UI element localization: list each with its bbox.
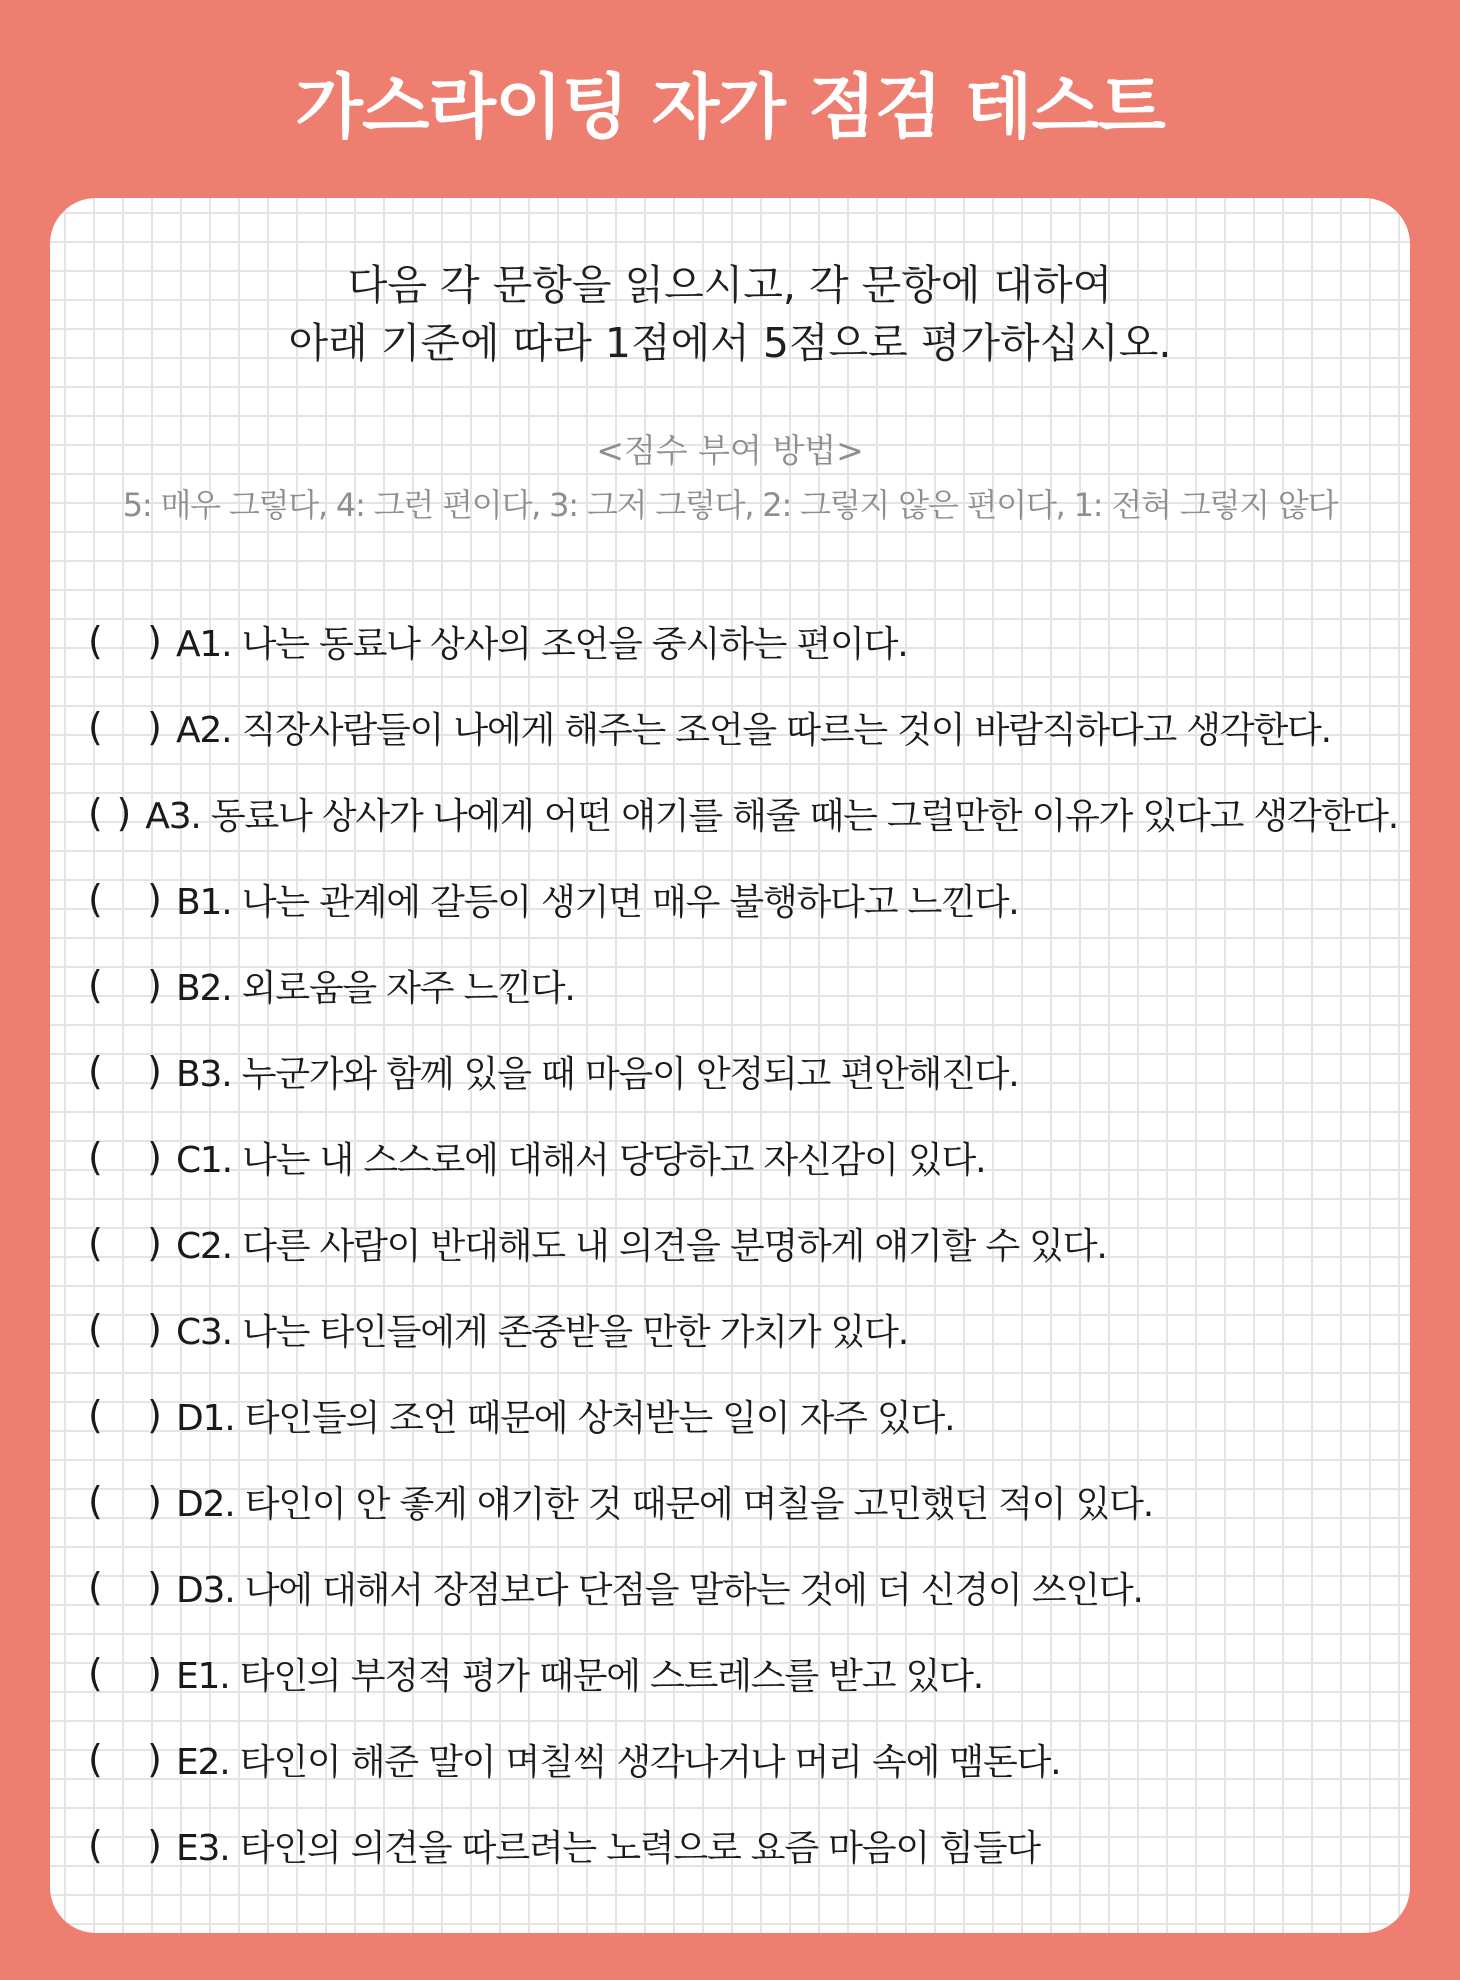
question-item (88, 770, 1398, 856)
paren-close: ) (147, 1135, 162, 1179)
paren-open: ( (88, 1135, 103, 1179)
score-blank[interactable] (88, 1221, 162, 1265)
scoring-description: 5: 매우 그렇다, 4: 그런 편이다, 3: 그저 그렇다, 2: 그렇지 않은 편이다, 1: 전혀 그렇지 않다 (122, 486, 1338, 524)
question-item (88, 1200, 1398, 1286)
question-item (88, 684, 1398, 770)
question-item (88, 1114, 1398, 1200)
question-text: B1. 나는 관계에 갈등이 생기면 매우 불행하다고 느낀다. (176, 881, 1019, 923)
question-text: A3. 동료나 상사가 나에게 어떤 얘기를 해줄 때는 그럴만한 이유가 있다고 생각한다. (145, 795, 1398, 837)
paren-open: ( (88, 619, 103, 663)
paren-open: ( (88, 1565, 103, 1609)
score-blank[interactable] (88, 1737, 162, 1781)
paren-close: ) (147, 1221, 162, 1265)
paren-close: ) (147, 1823, 162, 1867)
instructions (50, 256, 1410, 372)
question-text: E2. 타인이 해준 말이 며칠씩 생각나거나 머리 속에 맴돈다. (176, 1741, 1061, 1783)
question-item (88, 1544, 1398, 1630)
instructions-line-1: 다음 각 문항을 읽으시고, 각 문항에 대하여 (347, 261, 1113, 309)
question-item (88, 1802, 1398, 1888)
question-text: B3. 누군가와 함께 있을 때 마음이 안정되고 편안해진다. (176, 1053, 1019, 1095)
paren-close: ) (147, 963, 162, 1007)
question-item (88, 1028, 1398, 1114)
question-text: D2. 타인이 안 좋게 얘기한 것 때문에 며칠을 고민했던 적이 있다. (176, 1483, 1153, 1525)
paren-open: ( (88, 963, 103, 1007)
paren-close: ) (147, 1393, 162, 1437)
question-item (88, 1372, 1398, 1458)
question-text: A2. 직장사람들이 나에게 해주는 조언을 따르는 것이 바람직하다고 생각한다. (176, 709, 1331, 751)
paren-close: ) (116, 791, 132, 835)
paren-open: ( (88, 1221, 103, 1265)
score-blank[interactable] (88, 877, 162, 921)
question-item (88, 598, 1398, 684)
question-text: D1. 타인들의 조언 때문에 상처받는 일이 자주 있다. (176, 1397, 955, 1439)
paren-close: ) (147, 877, 162, 921)
paren-open: ( (88, 1823, 103, 1867)
question-text: C2. 다른 사람이 반대해도 내 의견을 분명하게 얘기할 수 있다. (176, 1225, 1107, 1267)
question-item (88, 1716, 1398, 1802)
question-list (88, 598, 1398, 1888)
question-text: B2. 외로움을 자주 느낀다. (176, 967, 575, 1009)
score-blank[interactable] (88, 1479, 162, 1523)
score-blank[interactable] (88, 1565, 162, 1609)
score-blank[interactable] (88, 1823, 162, 1867)
question-item (88, 1630, 1398, 1716)
question-item (88, 1286, 1398, 1372)
score-blank[interactable] (88, 791, 131, 835)
paren-open: ( (88, 1049, 103, 1093)
paren-open: ( (88, 1307, 103, 1351)
instructions-line-2: 아래 기준에 따라 1점에서 5점으로 평가하십시오. (288, 319, 1172, 367)
paren-open: ( (88, 791, 103, 835)
score-blank[interactable] (88, 1307, 162, 1351)
question-text: E1. 타인의 부정적 평가 때문에 스트레스를 받고 있다. (176, 1655, 983, 1697)
paren-close: ) (147, 1049, 162, 1093)
question-item (88, 942, 1398, 1028)
score-blank[interactable] (88, 1393, 162, 1437)
score-blank[interactable] (88, 619, 162, 663)
question-item (88, 1458, 1398, 1544)
question-text: A1. 나는 동료나 상사의 조언을 중시하는 편이다. (176, 623, 908, 665)
score-blank[interactable] (88, 1135, 162, 1179)
question-text: E3. 타인의 의견을 따르려는 노력으로 요즘 마음이 힘들다 (176, 1827, 1040, 1869)
question-text: D3. 나에 대해서 장점보다 단점을 말하는 것에 더 신경이 쓰인다. (176, 1569, 1143, 1611)
paren-close: ) (147, 1651, 162, 1695)
questionnaire-card (50, 198, 1410, 1933)
question-item (88, 856, 1398, 942)
paren-open: ( (88, 877, 103, 921)
question-text: C1. 나는 내 스스로에 대해서 당당하고 자신감이 있다. (176, 1139, 986, 1181)
score-blank[interactable] (88, 1651, 162, 1695)
paren-close: ) (147, 1565, 162, 1609)
paren-open: ( (88, 1651, 103, 1695)
paren-close: ) (147, 1307, 162, 1351)
paren-open: ( (88, 1479, 103, 1523)
paren-close: ) (147, 1479, 162, 1523)
score-blank[interactable] (88, 963, 162, 1007)
paren-open: ( (88, 705, 103, 749)
paren-close: ) (147, 1737, 162, 1781)
paren-open: ( (88, 1393, 103, 1437)
paren-open: ( (88, 1737, 103, 1781)
question-text: C3. 나는 타인들에게 존중받을 만한 가치가 있다. (176, 1311, 908, 1353)
score-blank[interactable] (88, 705, 162, 749)
page-title: 가스라이팅 자가 점검 테스트 (295, 66, 1165, 148)
score-blank[interactable] (88, 1049, 162, 1093)
scoring-heading: <점수 부여 방법> (596, 431, 864, 470)
paren-close: ) (147, 705, 162, 749)
paren-close: ) (147, 619, 162, 663)
